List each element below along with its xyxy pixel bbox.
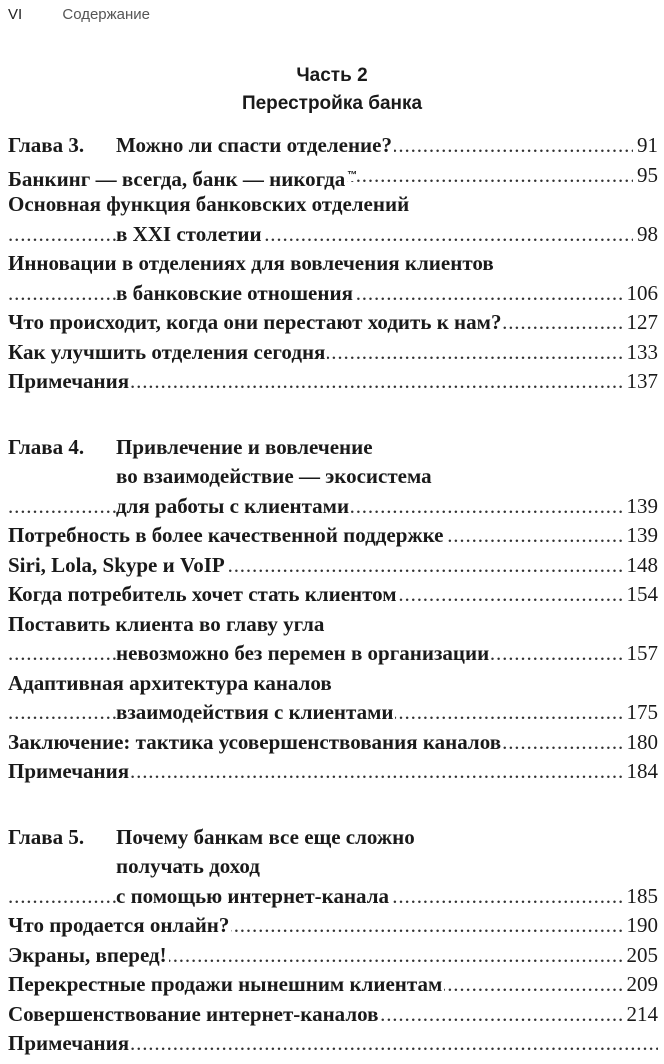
page-ref: 148	[623, 551, 659, 581]
page-ref: 106	[623, 279, 659, 309]
chapter-title-segment: Почему банкам все еще сложно	[116, 824, 415, 849]
chapter-number: Глава 3.	[8, 133, 85, 157]
toc-entry-line[interactable]	[8, 367, 658, 397]
toc-entry-text: Примечания	[8, 759, 130, 783]
toc-entry-text: Совершенствование интернет-каналов	[8, 1001, 379, 1026]
toc-entry-line[interactable]	[8, 279, 658, 309]
chapter-title-text	[116, 464, 434, 488]
toc-entry-line[interactable]	[8, 249, 658, 279]
toc-entry-text: Заключение: тактика усовершенствования каналов	[8, 729, 502, 754]
toc-entry-line[interactable]	[8, 911, 658, 941]
toc-entry-line[interactable]	[8, 161, 658, 191]
toc-entry-text: Что продается онлайн?	[8, 913, 230, 937]
chapter-title-line[interactable]	[8, 462, 658, 492]
toc-entry-text: Что происходит, когда они перестают ходить к нам?	[8, 310, 502, 334]
page-ref: 137	[623, 367, 659, 397]
toc-entry-line[interactable]	[8, 970, 658, 1000]
page-ref: 214	[623, 1000, 659, 1030]
page-ref: 209	[623, 970, 659, 1000]
toc-chapter	[8, 131, 658, 397]
toc-entry-line[interactable]	[8, 338, 658, 368]
toc-entry-text: Потребность в более качественной поддержке	[8, 523, 444, 547]
toc-entry-text: Когда потребитель хочет стать клиентом	[8, 582, 397, 606]
chapter-title-text	[116, 494, 351, 518]
toc-entry-line[interactable]	[8, 1000, 658, 1030]
page-ref: 157	[623, 639, 659, 669]
toc-entry-text: Примечания	[8, 1031, 130, 1055]
chapter-title-line[interactable]	[8, 131, 658, 161]
toc-entry-text: в XXI столетии	[116, 221, 262, 246]
chapter-title-text	[8, 435, 375, 459]
chapter-title-segment: с помощью интернет-канала	[116, 883, 390, 908]
toc-entry-line[interactable]	[8, 941, 658, 971]
chapter-title-segment: получать доход	[116, 854, 260, 878]
running-head	[8, 6, 150, 23]
part-title: Перестройка банка	[241, 93, 423, 114]
page-ref: 180	[623, 728, 659, 758]
toc-entry-line[interactable]	[8, 698, 658, 728]
page-ref: 205	[623, 941, 659, 971]
toc-entry-line[interactable]	[8, 220, 658, 250]
trademark-sup: ™	[347, 169, 358, 181]
toc-entry-line[interactable]	[8, 551, 658, 581]
chapter-title-line[interactable]	[8, 882, 658, 912]
toc-entry-line[interactable]	[8, 580, 658, 610]
toc-entry-text: в банковские отношения	[116, 280, 353, 305]
chapter-title-segment: Привлечение и вовлечение	[116, 434, 373, 459]
toc-entry-line[interactable]	[8, 610, 658, 640]
chapter-title-text	[8, 133, 394, 157]
page-ref: 139	[623, 492, 659, 522]
chapter-title-text	[8, 825, 417, 849]
toc-chapter	[8, 823, 658, 1059]
chapter-title-line[interactable]	[8, 852, 658, 882]
chapter-title-line[interactable]	[8, 492, 658, 522]
toc-entry-text: Основная функция банковских отделений	[8, 192, 410, 216]
section-title: Содержание	[62, 6, 151, 23]
toc-entry-line[interactable]	[8, 669, 658, 699]
page-ref: 95	[633, 161, 658, 191]
part-heading	[0, 62, 664, 118]
toc-entry-line[interactable]	[8, 190, 658, 220]
page-ref: 175	[623, 698, 659, 728]
toc-entry-text: Поставить клиента во главу угла	[8, 611, 325, 636]
page-ref: 91	[633, 131, 658, 161]
page-ref: 127	[623, 308, 659, 338]
toc-entry-text: Как улучшить отделения сегодня	[8, 339, 326, 364]
toc-entry-text: Перекрестные продажи нынешним клиентам	[8, 972, 443, 996]
page-ref: 133	[623, 338, 659, 368]
chapter-title-line[interactable]	[8, 433, 658, 463]
toc-entry-text: Примечания	[8, 369, 130, 393]
page-ref: 98	[633, 220, 658, 250]
toc-entry-text: Банкинг — всегда, банк — никогда	[8, 166, 346, 190]
page-ref: 185	[623, 882, 659, 912]
page-ref: 139	[623, 521, 659, 551]
toc-entry-text: Экраны, вперед!	[8, 942, 167, 967]
toc-entry-line[interactable]	[8, 757, 658, 787]
chapter-title-segment: Можно ли спасти отделение?	[116, 133, 392, 157]
toc-chapter	[8, 433, 658, 787]
chapter-title-text	[116, 854, 262, 878]
table-of-contents	[8, 131, 658, 1059]
chapter-title-segment: во взаимодействие — экосистема	[116, 464, 432, 488]
toc-entry-line[interactable]	[8, 639, 658, 669]
toc-entry-line[interactable]	[8, 1029, 658, 1059]
page-ref: 184	[623, 757, 659, 787]
toc-entry-text: Адаптивная архитектура каналов	[8, 670, 332, 695]
toc-entry-text: невозможно без перемен в организации	[116, 641, 490, 665]
toc-entry-line[interactable]	[8, 308, 658, 338]
part-label: Часть 2	[296, 65, 368, 86]
toc-entry-line[interactable]	[8, 728, 658, 758]
toc-entry-text: Siri, Lola, Skype и VoIP	[8, 552, 225, 577]
toc-entry-line[interactable]	[8, 521, 658, 551]
chapter-number: Глава 4.	[8, 434, 85, 459]
chapter-number: Глава 5.	[8, 824, 85, 849]
page-ref: 154	[623, 580, 659, 610]
page-number: VI	[8, 6, 23, 23]
chapter-title-line[interactable]	[8, 823, 658, 853]
chapter-title-text	[116, 884, 391, 908]
page-ref: 190	[623, 911, 659, 941]
toc-entry-text: взаимодействия с клиентами	[116, 700, 394, 724]
chapter-title-segment: для работы с клиентами	[116, 493, 350, 518]
toc-entry-text: Инновации в отделениях для вовлечения клиентов	[8, 251, 494, 275]
